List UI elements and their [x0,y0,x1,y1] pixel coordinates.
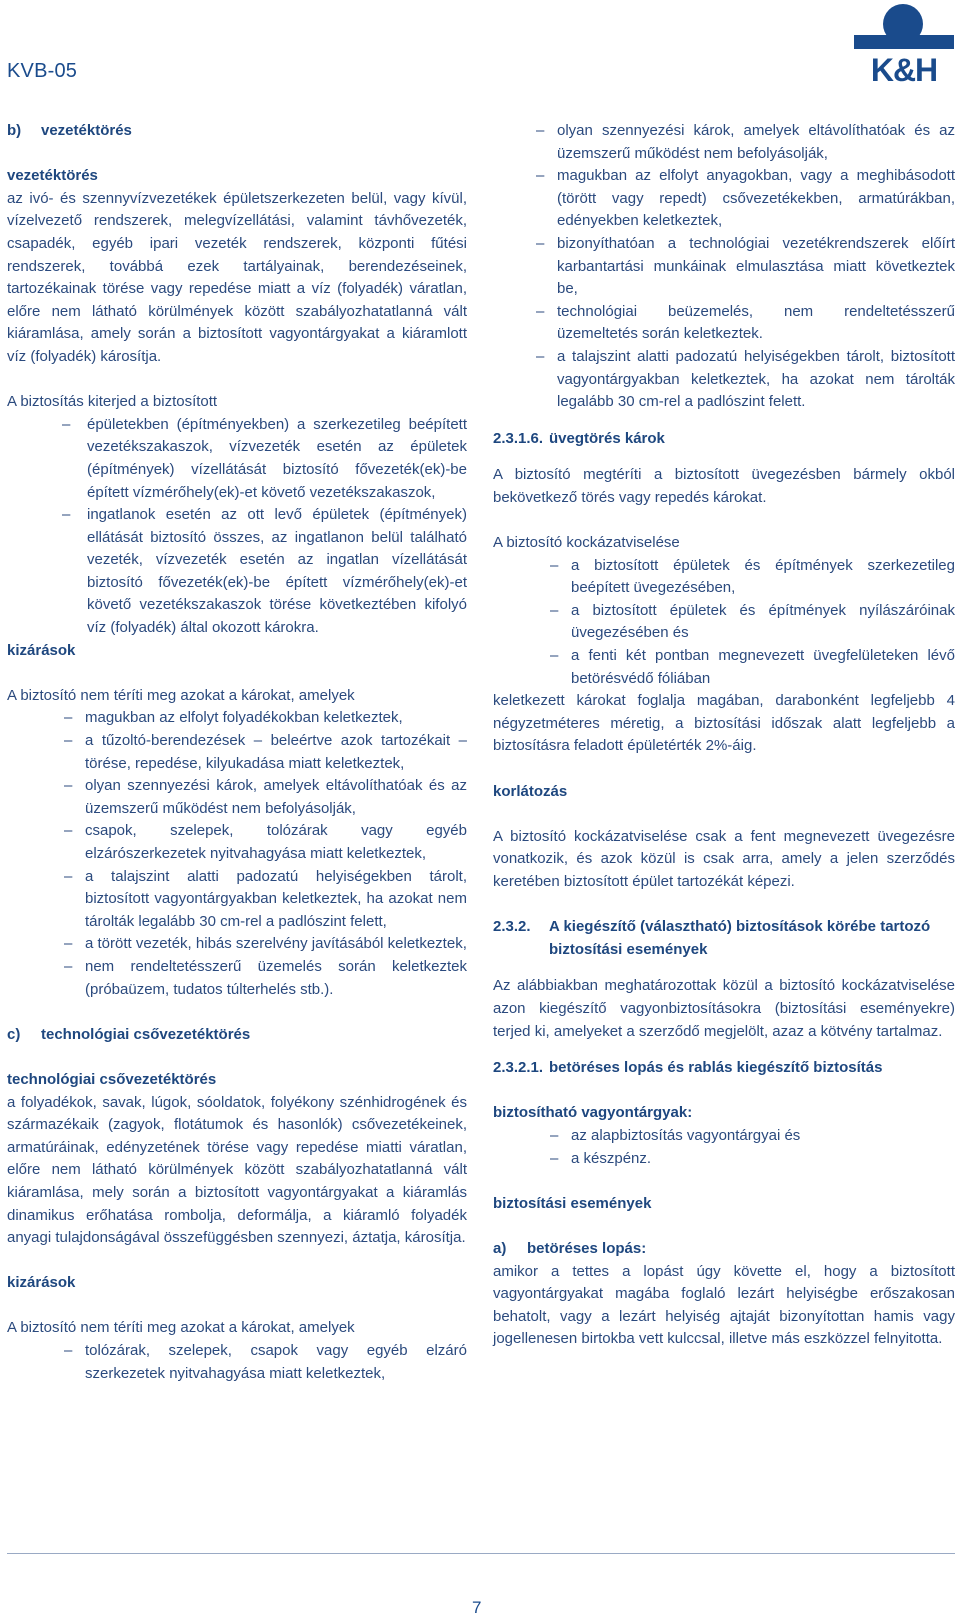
footer-rule [7,1553,955,1554]
insurable-list [493,1125,955,1170]
list-item: – a talajszint alatti padozatú helyiségekben tárolt, biztosított vagyontárgyakban keletkeztek, ha azokat nem tárolták legalább 30 cm-rel a padlószint felett, [64,867,467,930]
extends-intro: A biztosítás kiterjed a biztosított [7,393,218,411]
logo-bar [854,35,954,49]
list-item: – a tűzoltó-berendezések – beleértve azok tartozékait – törése, repedése, kilyukadása miatt keletkeztek, [64,732,467,772]
glass-body: A biztosító megtéríti a biztosított üvegezésben bármely okból bekövetkező törés vagy repedés károkat. [493,466,955,506]
tech-title: technológiai csővezetéktörés [7,1070,217,1088]
limit-body: A biztosító kockázatviselése csak a fent megnevezett üvegezésre vonatkozik, és azok közül is csak arra, amely a jelen szerződés keretében biztosított épület tartozékát képezi. [493,827,955,890]
list-item: – az alapbiztosítás vagyontárgyai és [550,1126,801,1144]
tech-body: a folyadékok, savak, lúgok, sóoldatok, folyékony szénhidrogének és származékaik (zagyok, flotátumok és hasonlók) csővezetékeinek, armatúráinak, edényzetének törése vagy repedése miatti váratlan, előre nem látható körülmények között szabályozhatatlanná vált kiáramlása, mely során a biztosított vagyontárgyakat a kiáramlás dinamikus erőhatása rombolja, deformálja, a kiáramló folyadék anyagi tulajdonságával összefüggésben szennyezi, áztatja, károsítja. [7,1093,467,1247]
extends-list [7,414,467,640]
list-item: – magukban az elfolyt folyadékokban keletkeztek, [64,709,403,727]
sec232-body: Az alábbiakban meghatározottak közül a biztosító kockázatviselése azon kiegészítő vagyonbiztosításokra (biztosítási eseményekre) terjed ki, amelyeket a szerződő megjelölt, azaz a kötvény tartalmaz. [493,977,955,1040]
list-item: – olyan szennyezési károk, amelyek eltávolíthatóak és az üzemszerű működést nem befolyásolják, [536,122,955,162]
list-item: – csapok, szelepek, tolózárak vagy egyéb elzárószerkezetek nyitvahagyása miatt keletkeztek, [64,822,467,862]
section-c-heading: c) technológiai csővezetéktörés [7,1025,251,1043]
insurable-title: biztosítható vagyontárgyak: [493,1104,693,1122]
exclusions-list [7,707,467,1001]
list-item: – épületekben (építményekben) a szerkezetileg beépített vezetékszakaszok, vízvezeték esetén az épületek (építmények) vízellátását biztosító fővezeték(ek)-be épített vízmérőhely(ek)-et követő vezetékszakaszok, [62,415,467,501]
sec232-heading: 2.3.2. A kiegészítő (választható) biztosítások körébe tartozó biztosítási események [493,918,931,958]
doc-code: KVB-05 [7,60,78,82]
list-item: – magukban az elfolyt anyagokban, vagy a meghibásodott (törött vagy repedt) csővezetékekben, armatúrákban, edényekben keletkeztek, [536,167,955,230]
exclusions-title-2: kizárások [7,1274,76,1292]
list-item: – a fenti két pontban megnevezett üvegfelületeken lévő betörésvédő fóliában [550,647,955,687]
exclusions-intro: A biztosító nem téríti meg azokat a károkat, amelyek [7,686,355,704]
exclusions-title: kizárások [7,641,76,659]
list-item: – nem rendeltetésszerű üzemelés során keletkeztek (próbaüzem, tudatos túlterhelés stb.). [64,957,467,998]
events-title: biztosítási események [493,1194,652,1212]
page-number: 7 [472,1598,482,1617]
vezetektores-title: vezetéktörés [7,167,98,185]
glass-list [493,555,955,691]
list-item: – a készpénz. [550,1149,652,1167]
list-item: – technológiai beüzemelés, nem rendeltetésszerű üzemeltetés során keletkeztek. [536,302,955,343]
glass-risk-intro: A biztosító kockázatviselése [493,534,680,552]
list-item: – bizonyíthatóan a technológiai vezetékrendszerek előírt karbantartási munkáinak elmulasztása miatt következtek be, [536,234,955,298]
exclusions-intro-2: A biztosító nem téríti meg azokat a károkat, amelyek [7,1319,355,1337]
continued-exclusions-list [479,120,955,414]
sec2321-heading: 2.3.2.1. betöréses lopás és rablás kiegészítő biztosítás [493,1059,883,1077]
section-b-heading: b) vezetéktörés [7,122,132,139]
list-item: – a talajszint alatti padozatú helyiségekben tárolt, biztosított vagyontárgyakban keletkeztek, ha azokat nem tárolták legalább 30 cm-rel a padlószint felett. [536,347,955,411]
vezetektores-body: az ivó- és szennyvízvezetékek épületszerkezeten belül, vagy kívül, vízelvezető rendszerek, melegvízellátási, valamint távhővezeték, csapadék, egyéb ipari vezeték rendszerek, központi fűtési rendszerek, továbbá ezek tartályainak, berendezéseinek, tartozékainak törése vagy repedése miatt a víz (folyadék) váratlan, előre nem látható körülmények között szabályozhatatlanná vált kiáramlása, amely során a biztosított vagyontárgyakat a kiáramlott víz (folyadék) károsítja. [7,189,467,365]
limit-title: korlátozás [493,782,568,800]
kh-logo [852,2,956,88]
left-column [7,120,467,1385]
glass-heading: 2.3.1.6. üvegtörés károk [493,429,665,447]
list-item: – a törött vezeték, hibás szerelvény javításából keletkeztek, [64,935,467,953]
list-item: – ingatlanok esetén az ott levő épületek (építmények) ellátását biztosító összes, az ingatlanon belül található vezeték, vízvezeték esetén az ingatlan vízellátását biztosító fővezeték(ek)-be épített vízmérőhely(ek)-et követő vezetékszakaszok törése következtében kifolyó víz (folyadék) által okozott károkra. [62,506,467,637]
exclusions-list-2 [7,1340,467,1385]
list-item: – tolózárak, szelepek, csapok vagy egyéb elzáró szerkezetek nyitvahagyása miatt keletkeztek, [64,1342,467,1382]
list-item: – a biztosított épületek és építmények szerkezetileg beépített üvegezésében, [550,556,955,597]
burglary-heading: a) betöréses lopás: [493,1239,647,1257]
logo-text: K&H [870,52,938,88]
right-column [493,120,955,1351]
burglary-body: amikor a tettes a lopást úgy követte el, hogy a biztosított vagyontárgyakat magába foglaló lezárt helyiségbe erőszakosan behatolt, vagy a lezárt helyiség ajtaját bizonyítottan hamis vagy jogellenesen birtokba vett kulccsal, illetve más eszközzel felnyitotta. [493,1262,955,1348]
glass-tail: keletkezett károkat foglalja magában, darabonként legfeljebb 4 négyzetméteres méretig, a biztosítási időszak alatt legfeljebb a biztosításra feladott épületérték 2%-áig. [493,692,955,755]
list-item: – a biztosított épületek és építmények nyílászáróinak üvegezésében és [550,601,955,642]
list-item: – olyan szennyezési károk, amelyek eltávolíthatóak és az üzemszerű működést nem befolyásolják, [64,777,467,817]
